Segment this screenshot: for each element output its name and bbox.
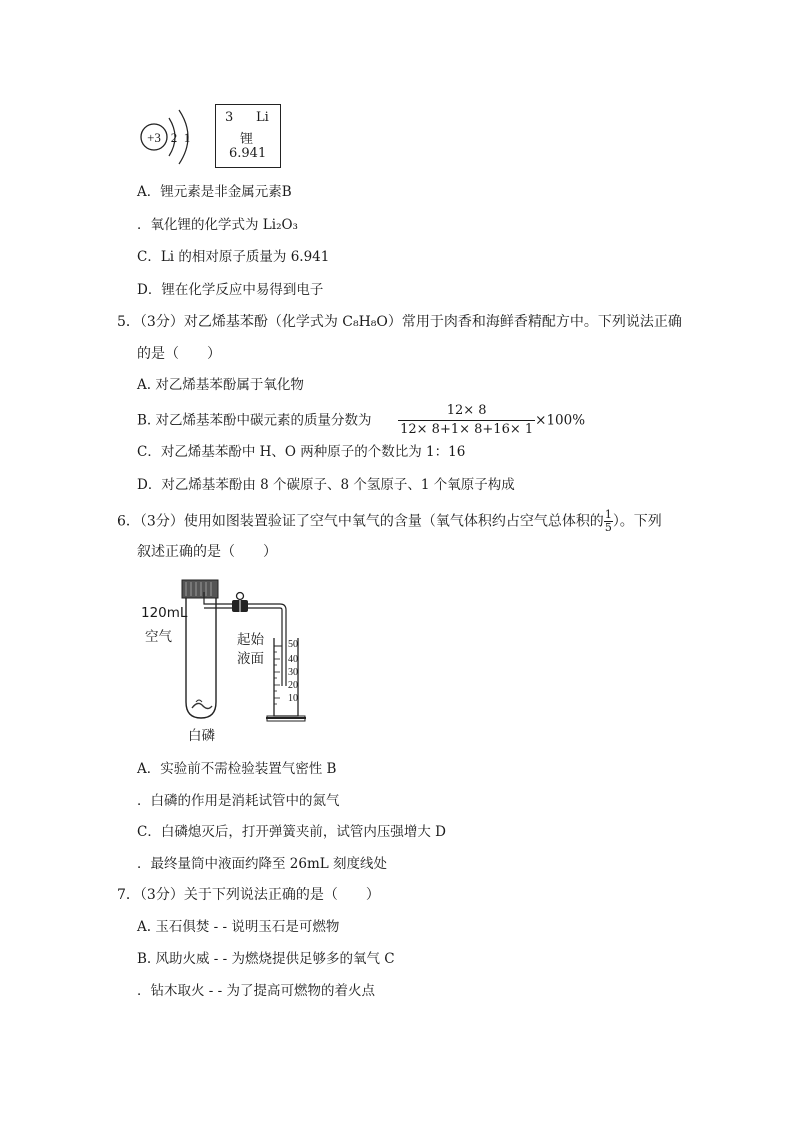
q6-stem-line2: 叙述正确的是（ ） (137, 544, 277, 560)
oxygen-experiment-apparatus (140, 578, 330, 738)
white-phosphorus (192, 703, 212, 708)
one-fifth-denominator: 5 (604, 521, 612, 534)
rubber-stopper (182, 580, 218, 598)
one-fifth-numerator: 1 (604, 508, 612, 521)
tick-50: 50 (288, 639, 298, 650)
q5-option-b-prefix: B. 对乙烯基苯酚中碳元素的质量分数为 (137, 412, 372, 429)
q6-option-d[interactable]: ．最终量筒中液面约降至 26mL 刻度线处 (137, 856, 388, 872)
white-phosphorus-label: 白磷 (188, 728, 215, 744)
fraction-denominator: 12× 8+1× 8+16× 1 (400, 422, 534, 437)
tick-10: 10 (288, 693, 298, 704)
one-fifth-fraction (604, 509, 613, 534)
air-volume-label: 120mL (141, 605, 188, 621)
q7-option-c[interactable]: ．钻木取火 - - 为了提高可燃物的着火点 (137, 983, 375, 999)
q7-option-a[interactable]: A. 玉石俱焚 - - 说明玉石是可燃物 (137, 919, 340, 935)
shell-2-electrons: 1 (183, 130, 191, 145)
fraction-numerator: 12× 8 (398, 403, 535, 421)
q6-option-a[interactable]: A．实验前不需检验装置气密性 B (137, 761, 337, 777)
element-name: 锂 (240, 132, 254, 147)
nucleus-charge: +3 (147, 130, 161, 145)
q6-option-b[interactable]: ．白磷的作用是消耗试管中的氮气 (137, 793, 340, 809)
tick-30: 30 (288, 667, 298, 678)
initial-level-label-2: 液面 (237, 651, 264, 667)
atomic-mass: 6.941 (229, 146, 267, 161)
q5-option-c[interactable]: C．对乙烯基苯酚中 H、O 两种原子的个数比为 1：16 (137, 444, 466, 460)
periodic-table-cell (215, 104, 281, 168)
air-label: 空气 (145, 629, 172, 645)
tick-40: 40 (288, 654, 298, 665)
tick-20: 20 (288, 680, 298, 691)
q4-option-c[interactable]: C．Li 的相对原子质量为 6.941 (137, 249, 330, 265)
q5-option-b[interactable] (137, 403, 585, 438)
initial-level-label-1: 起始 (237, 632, 264, 648)
q5-option-b-suffix: ×100% (535, 412, 586, 429)
q7-stem: 7．（3分）关于下列说法正确的是（ ） (117, 887, 380, 903)
atomic-number: 3 (225, 110, 234, 125)
spring-clamp (232, 593, 248, 613)
q6-stem-text: 6．（3分）使用如图装置验证了空气中氧气的含量（氧气体积约占空气总体积的 (117, 513, 604, 530)
carbon-mass-fraction (398, 403, 535, 438)
q4-option-a[interactable]: A．锂元素是非金属元素B (137, 184, 292, 200)
q5-option-a[interactable]: A. 对乙烯基苯酚属于氧化物 (137, 377, 304, 393)
q4-option-b[interactable]: ．氧化锂的化学式为 Li₂O₃ (137, 217, 298, 233)
q7-option-b[interactable]: B. 风助火威 - - 为燃烧提供足够多的氧气 C (137, 951, 395, 967)
q6-stem-end: ）。下列 (612, 513, 662, 530)
q5-stem-line1: 5．（3分）对乙烯基苯酚（化学式为 C₈H₈O）常用于肉香和海鲜香精配方中。下列说法正确 (117, 314, 682, 330)
q6-option-c[interactable]: C．白磷熄灭后，打开弹簧夹前，试管内压强增大 D (137, 824, 446, 840)
q6-stem-line1 (117, 509, 662, 534)
test-tube (186, 598, 216, 718)
q5-stem-line2: 的是（ ） (137, 346, 221, 362)
shell-1-electrons: 2 (170, 130, 178, 145)
element-symbol: Li (256, 110, 269, 125)
q5-option-d[interactable]: D．对乙烯基苯酚由 8 个碳原子、8 个氢原子、1 个氧原子构成 (137, 477, 515, 493)
q4-option-d[interactable]: D．锂在化学反应中易得到电子 (137, 282, 324, 298)
lithium-atom-structure-diagram (135, 100, 215, 172)
